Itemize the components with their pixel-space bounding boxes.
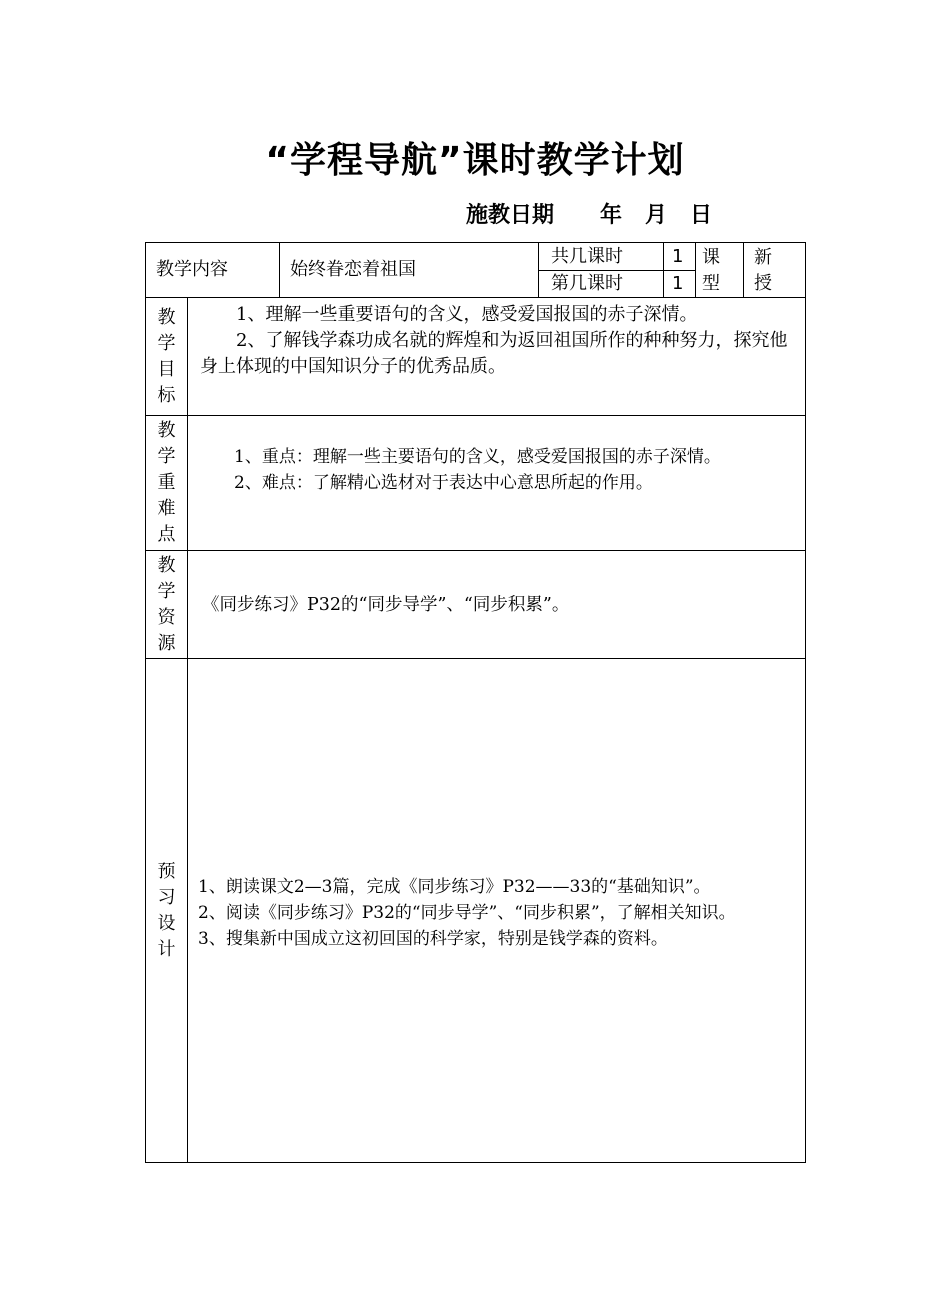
resources-content	[188, 551, 806, 659]
preview-label-char: 计	[157, 938, 176, 960]
header-row-1	[146, 243, 806, 271]
key-points-label	[146, 416, 188, 551]
preview-label-char: 设	[157, 912, 176, 934]
goals-label	[146, 298, 188, 416]
key-points-row	[146, 416, 806, 551]
resources-label-char: 源	[157, 632, 176, 654]
teaching-date-line	[466, 200, 712, 232]
year-label: 年	[599, 203, 622, 228]
total-lessons-value: 1	[664, 243, 696, 271]
preview-line: 1、朗读课文2—3篇，完成《同步练习》P32——33的“基础知识”。	[198, 876, 711, 897]
preview-line: 2、阅读《同步练习》P32的“同步导学”、“同步积累”，了解相关知识。	[198, 902, 736, 923]
day-label: 日	[689, 203, 712, 228]
goals-label-char: 学	[157, 332, 176, 354]
resources-text: 《同步练习》P32的“同步导学”、“同步积累”。	[202, 594, 570, 615]
preview-label-char: 习	[157, 886, 176, 908]
resources-label-char: 资	[157, 606, 176, 628]
total-lessons-label: 共几课时	[539, 243, 664, 271]
preview-content	[188, 659, 806, 1163]
type-label-line-1: 课	[702, 247, 720, 268]
document-title: “学程导航”课时教学计划	[265, 140, 685, 181]
key-point-line: 2、难点：了解精心选材对于表达中心意思所起的作用。	[234, 473, 653, 493]
teaching-date-label: 施教日期	[466, 203, 555, 228]
key-points-label-char: 教	[157, 420, 176, 441]
preview-row	[146, 659, 806, 1163]
key-points-label-char: 学	[157, 446, 176, 467]
resources-label-char: 学	[157, 580, 176, 602]
resources-label-char: 教	[157, 554, 176, 576]
lesson-number-value: 1	[664, 271, 696, 298]
lesson-number-label: 第几课时	[539, 271, 664, 298]
type-label-line-2: 型	[702, 273, 720, 294]
type-value-line-1: 新	[754, 247, 772, 268]
key-points-label-char: 难	[157, 498, 176, 519]
resources-label	[146, 551, 188, 659]
content-label: 教学内容	[146, 243, 280, 298]
preview-label-char: 预	[157, 860, 176, 882]
key-points-label-char: 重	[157, 472, 176, 493]
goal-line: 2、了解钱学森功成名就的辉煌和为返回祖国所作的种种努力，探究他身上体现的中国知识分子的优秀品质。	[200, 330, 788, 377]
type-value	[744, 243, 806, 298]
resources-row	[146, 551, 806, 659]
goals-label-char: 标	[157, 384, 176, 406]
goals-label-char: 教	[157, 306, 176, 328]
preview-label	[146, 659, 188, 1163]
month-label: 月	[644, 203, 667, 228]
preview-line: 3、搜集新中国成立这初回国的科学家，特别是钱学森的资料。	[198, 928, 668, 949]
goals-content	[188, 298, 806, 416]
goal-line: 1、理解一些重要语句的含义，感受爱国报国的赤子深情。	[236, 304, 698, 325]
type-label	[696, 243, 744, 298]
key-points-label-char: 点	[157, 524, 176, 545]
type-value-line-2: 授	[754, 273, 772, 294]
content-value: 始终眷恋着祖国	[280, 243, 539, 298]
key-points-content	[188, 416, 806, 551]
goals-row	[146, 298, 806, 416]
key-point-line: 1、重点：理解一些主要语句的含义，感受爱国报国的赤子深情。	[234, 447, 721, 467]
goals-label-char: 目	[157, 358, 176, 380]
lesson-plan-table	[145, 242, 806, 1163]
